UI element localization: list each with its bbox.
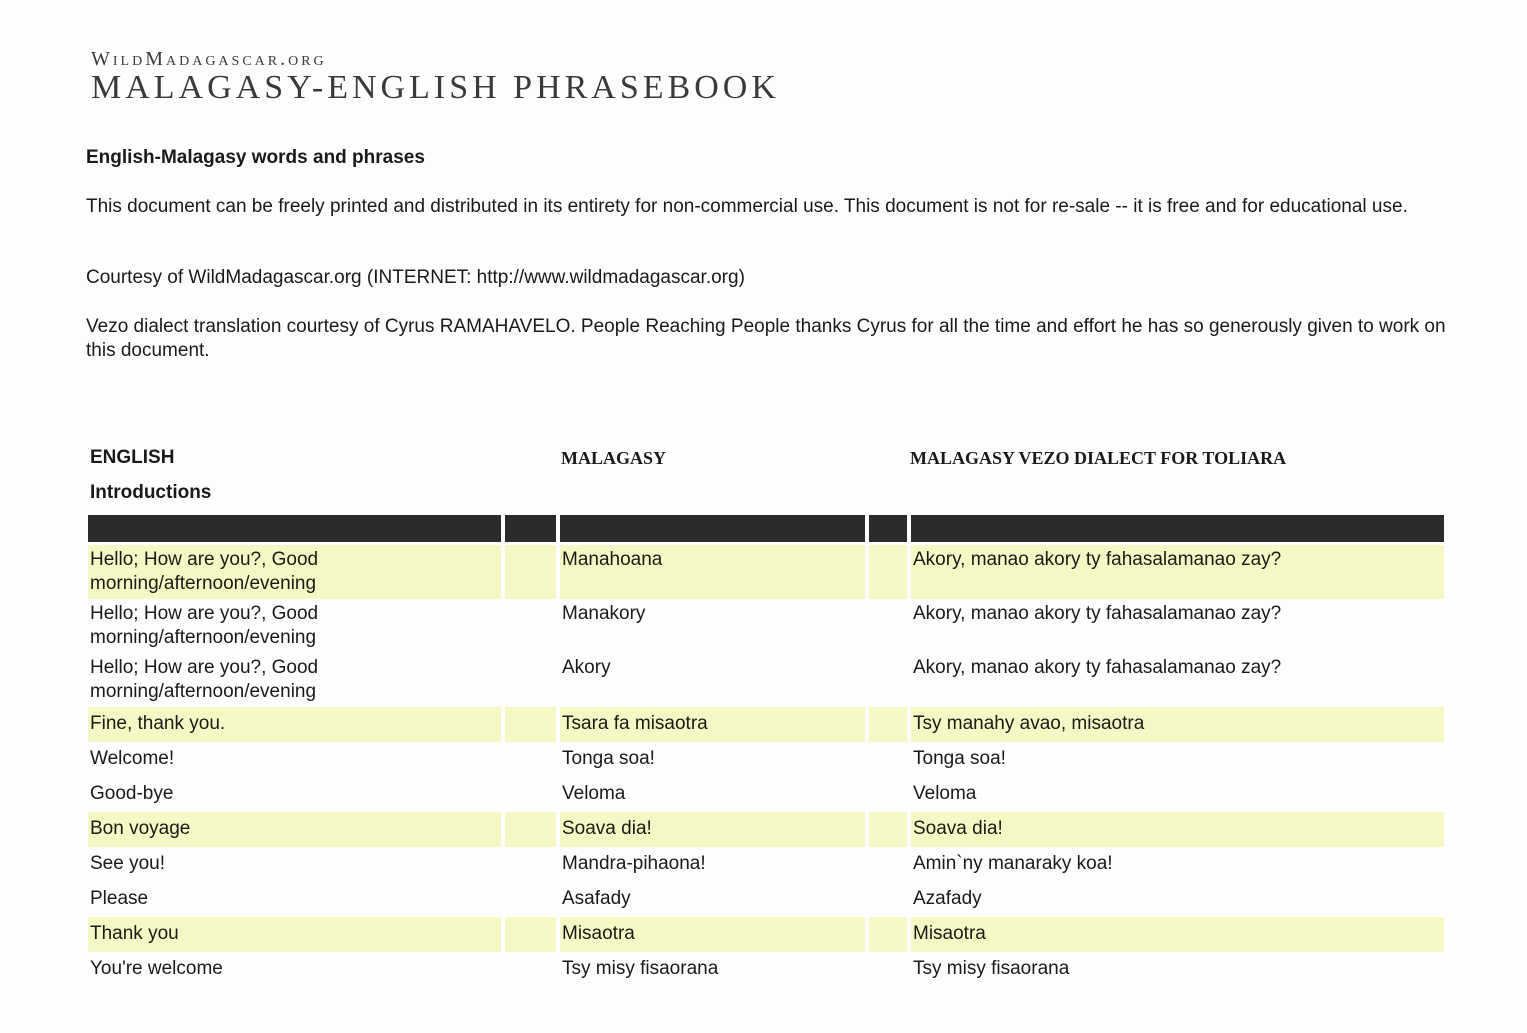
english-cell: Hello; How are you?, Good morning/afternoon/evening xyxy=(90,603,319,648)
table-row xyxy=(88,917,1444,952)
malagasy-cell: Akory xyxy=(562,657,611,678)
vezo-cell: Veloma xyxy=(913,783,977,804)
english-cell: Welcome! xyxy=(90,748,175,769)
category-heading: Introductions xyxy=(90,482,212,503)
table-row xyxy=(88,847,1444,882)
malagasy-cell: Tsy misy fisaorana xyxy=(562,958,719,979)
vezo-cell: Tsy misy fisaorana xyxy=(913,958,1070,979)
malagasy-cell: Mandra-pihaona! xyxy=(562,853,706,874)
usage-paragraph: This document can be freely printed and distributed in its entirety for non-commercial use. This document is not for re-sale -- it is free and for educational use. xyxy=(86,196,1408,217)
courtesy-paragraph: Courtesy of WildMadagascar.org (INTERNET: http://www.wildmadagascar.org) xyxy=(86,267,745,288)
vezo-cell: Akory, manao akory ty fahasalamanao zay? xyxy=(913,603,1282,624)
document-header xyxy=(91,49,780,105)
vezo-cell: Misaotra xyxy=(911,917,1444,952)
english-cell: Hello; How are you?, Good morning/afternoon/evening xyxy=(88,545,501,599)
malagasy-cell: Manahoana xyxy=(560,545,865,599)
malagasy-cell: Tonga soa! xyxy=(562,748,655,769)
vezo-cell: Akory, manao akory ty fahasalamanao zay? xyxy=(911,545,1444,599)
translation-credit-paragraph: Vezo dialect translation courtesy of Cyrus RAMAHAVELO. People Reaching People thanks Cyrus for all the time and effort he has so generously given to work on this document. xyxy=(86,316,1446,361)
site-name: WildMadagascar.org xyxy=(91,48,327,70)
column-header-english: ENGLISH xyxy=(90,447,175,468)
table-row xyxy=(88,882,1444,917)
english-cell: See you! xyxy=(90,853,165,874)
english-cell: Fine, thank you. xyxy=(88,707,501,742)
vezo-cell: Tonga soa! xyxy=(913,748,1006,769)
english-cell: Hello; How are you?, Good morning/afternoon/evening xyxy=(90,657,319,702)
malagasy-cell: Tsara fa misaotra xyxy=(560,707,865,742)
table-row xyxy=(88,599,1444,653)
table-row xyxy=(88,653,1444,707)
table-header-bar xyxy=(88,515,1444,542)
table-row xyxy=(88,707,1444,742)
malagasy-cell: Manakory xyxy=(562,603,646,624)
malagasy-cell: Veloma xyxy=(562,783,626,804)
table-row xyxy=(88,952,1444,987)
vezo-cell: Tsy manahy avao, misaotra xyxy=(911,707,1444,742)
section-title: English-Malagasy words and phrases xyxy=(86,147,425,168)
column-header-vezo: MALAGASY VEZO DIALECT FOR TOLIARA xyxy=(910,448,1287,468)
vezo-cell: Soava dia! xyxy=(911,812,1444,847)
table-row xyxy=(88,545,1444,599)
english-cell: You're welcome xyxy=(90,958,223,979)
vezo-cell: Azafady xyxy=(913,888,982,909)
document-title: MALAGASY-ENGLISH PHRASEBOOK xyxy=(91,69,780,106)
vezo-cell: Akory, manao akory ty fahasalamanao zay? xyxy=(913,657,1282,678)
english-cell: Thank you xyxy=(88,917,501,952)
malagasy-cell: Asafady xyxy=(562,888,631,909)
vezo-cell: Amin`ny manaraky koa! xyxy=(913,853,1113,874)
table-row xyxy=(88,777,1444,812)
table-row xyxy=(88,812,1444,847)
malagasy-cell: Misaotra xyxy=(560,917,865,952)
table-row xyxy=(88,742,1444,777)
phrase-table xyxy=(88,515,1444,987)
malagasy-cell: Soava dia! xyxy=(560,812,865,847)
english-cell: Please xyxy=(90,888,149,909)
column-header-malagasy: MALAGASY xyxy=(561,448,667,468)
english-cell: Good-bye xyxy=(90,783,174,804)
english-cell: Bon voyage xyxy=(88,812,501,847)
